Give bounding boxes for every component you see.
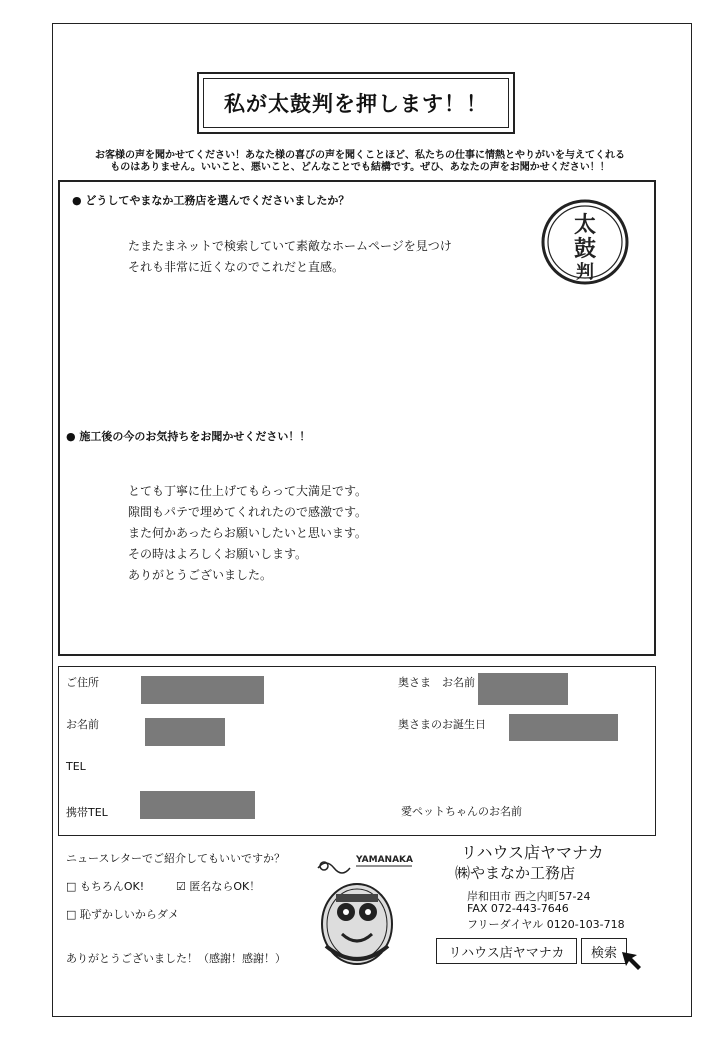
answer-2-line-3: また何かあったらお願いしたいと思います。 xyxy=(128,526,367,540)
intro-line-1: お客様の声を聞かせてください！あなた様の喜びの声を聞くことほど、私たちの仕事に情熱とやりがいを与えてくれる xyxy=(95,150,625,161)
title-box xyxy=(197,72,515,134)
newsletter-option-anonymous: ☑ 匿名ならOK！ xyxy=(176,880,261,893)
answer-2 xyxy=(128,481,367,586)
question-1: ● どうしてやまなか工務店を選んでくださいましたか？ xyxy=(72,194,350,207)
answer-2-line-2: 隙間もパテで埋めてくれれたので感激です。 xyxy=(128,505,368,519)
address-label: ご住所 xyxy=(66,676,99,689)
pet-name-label: 愛ペットちゃんのお名前 xyxy=(401,805,522,818)
name-label: お名前 xyxy=(66,718,99,731)
cursor-arrow-icon xyxy=(618,948,648,974)
mascot-illustration xyxy=(318,876,396,968)
newsletter-option-ok: □ もちろんOK! xyxy=(66,880,145,893)
redacted-name xyxy=(145,718,225,746)
redacted-mobile-tel xyxy=(140,791,255,819)
wife-birthday-label: 奥さまのお誕生日 xyxy=(398,718,486,731)
answer-1-line-1: たまたまネットで検索していて素敵なホームページを見つけ xyxy=(128,239,452,253)
wife-name-label: 奥さま お名前 xyxy=(398,676,475,689)
answer-1 xyxy=(128,236,452,278)
yamanaka-logo-ribbon xyxy=(312,846,422,880)
thanks-text: ありがとうございました！（感謝！感謝！） xyxy=(66,952,286,965)
stamp-char-1: 太 xyxy=(573,212,597,238)
intro-line-2: ものはありません。いいこと、悪いこと、どんなことでも結構です。ぜひ、あなたの声をお聞かせください！！ xyxy=(110,162,610,173)
page-title: 私が太鼓判を押します！！ xyxy=(203,78,509,128)
company-address: 岸和田市 西之内町57-24 xyxy=(467,890,591,903)
answer-2-line-4: その時はよろしくお願いします。 xyxy=(128,547,308,561)
company-fax: FAX 072-443-7646 xyxy=(467,902,569,915)
answer-2-line-5: ありがとうございました。 xyxy=(128,568,273,582)
stamp-char-2: 鼓 xyxy=(573,236,597,262)
redacted-wife-birthday xyxy=(509,714,618,741)
taikoban-stamp xyxy=(540,198,630,286)
tel-label: TEL xyxy=(66,760,86,773)
intro-text xyxy=(70,150,650,174)
redacted-wife-name xyxy=(478,673,568,705)
mobile-tel-label: 携帯TEL xyxy=(66,806,108,819)
answer-1-line-2: それも非常に近くなのでこれだと直感。 xyxy=(128,260,345,274)
newsletter-question: ニュースレターでご紹介してもいいですか？ xyxy=(66,852,286,865)
search-button[interactable]: 検索 xyxy=(581,938,627,964)
stamp-char-3: 判 xyxy=(576,262,594,283)
redacted-address xyxy=(141,676,264,704)
company-free-dial: フリーダイヤル 0120-103-718 xyxy=(467,918,625,931)
logo-text: YAMANAKA xyxy=(356,855,413,865)
answer-2-line-1: とても丁寧に仕上げてもらって大満足です。 xyxy=(128,484,368,498)
search-box[interactable]: リハウス店ヤマナカ xyxy=(436,938,577,964)
newsletter-option-no: □ 恥ずかしいからダメ xyxy=(66,908,179,921)
company-name-yamanaka: ㈱やまなか工務店 xyxy=(455,864,576,882)
question-2: ● 施工後の今のお気持ちをお聞かせください！！ xyxy=(66,430,311,443)
company-name-rehouse: リハウス店ヤマナカ xyxy=(461,843,604,862)
